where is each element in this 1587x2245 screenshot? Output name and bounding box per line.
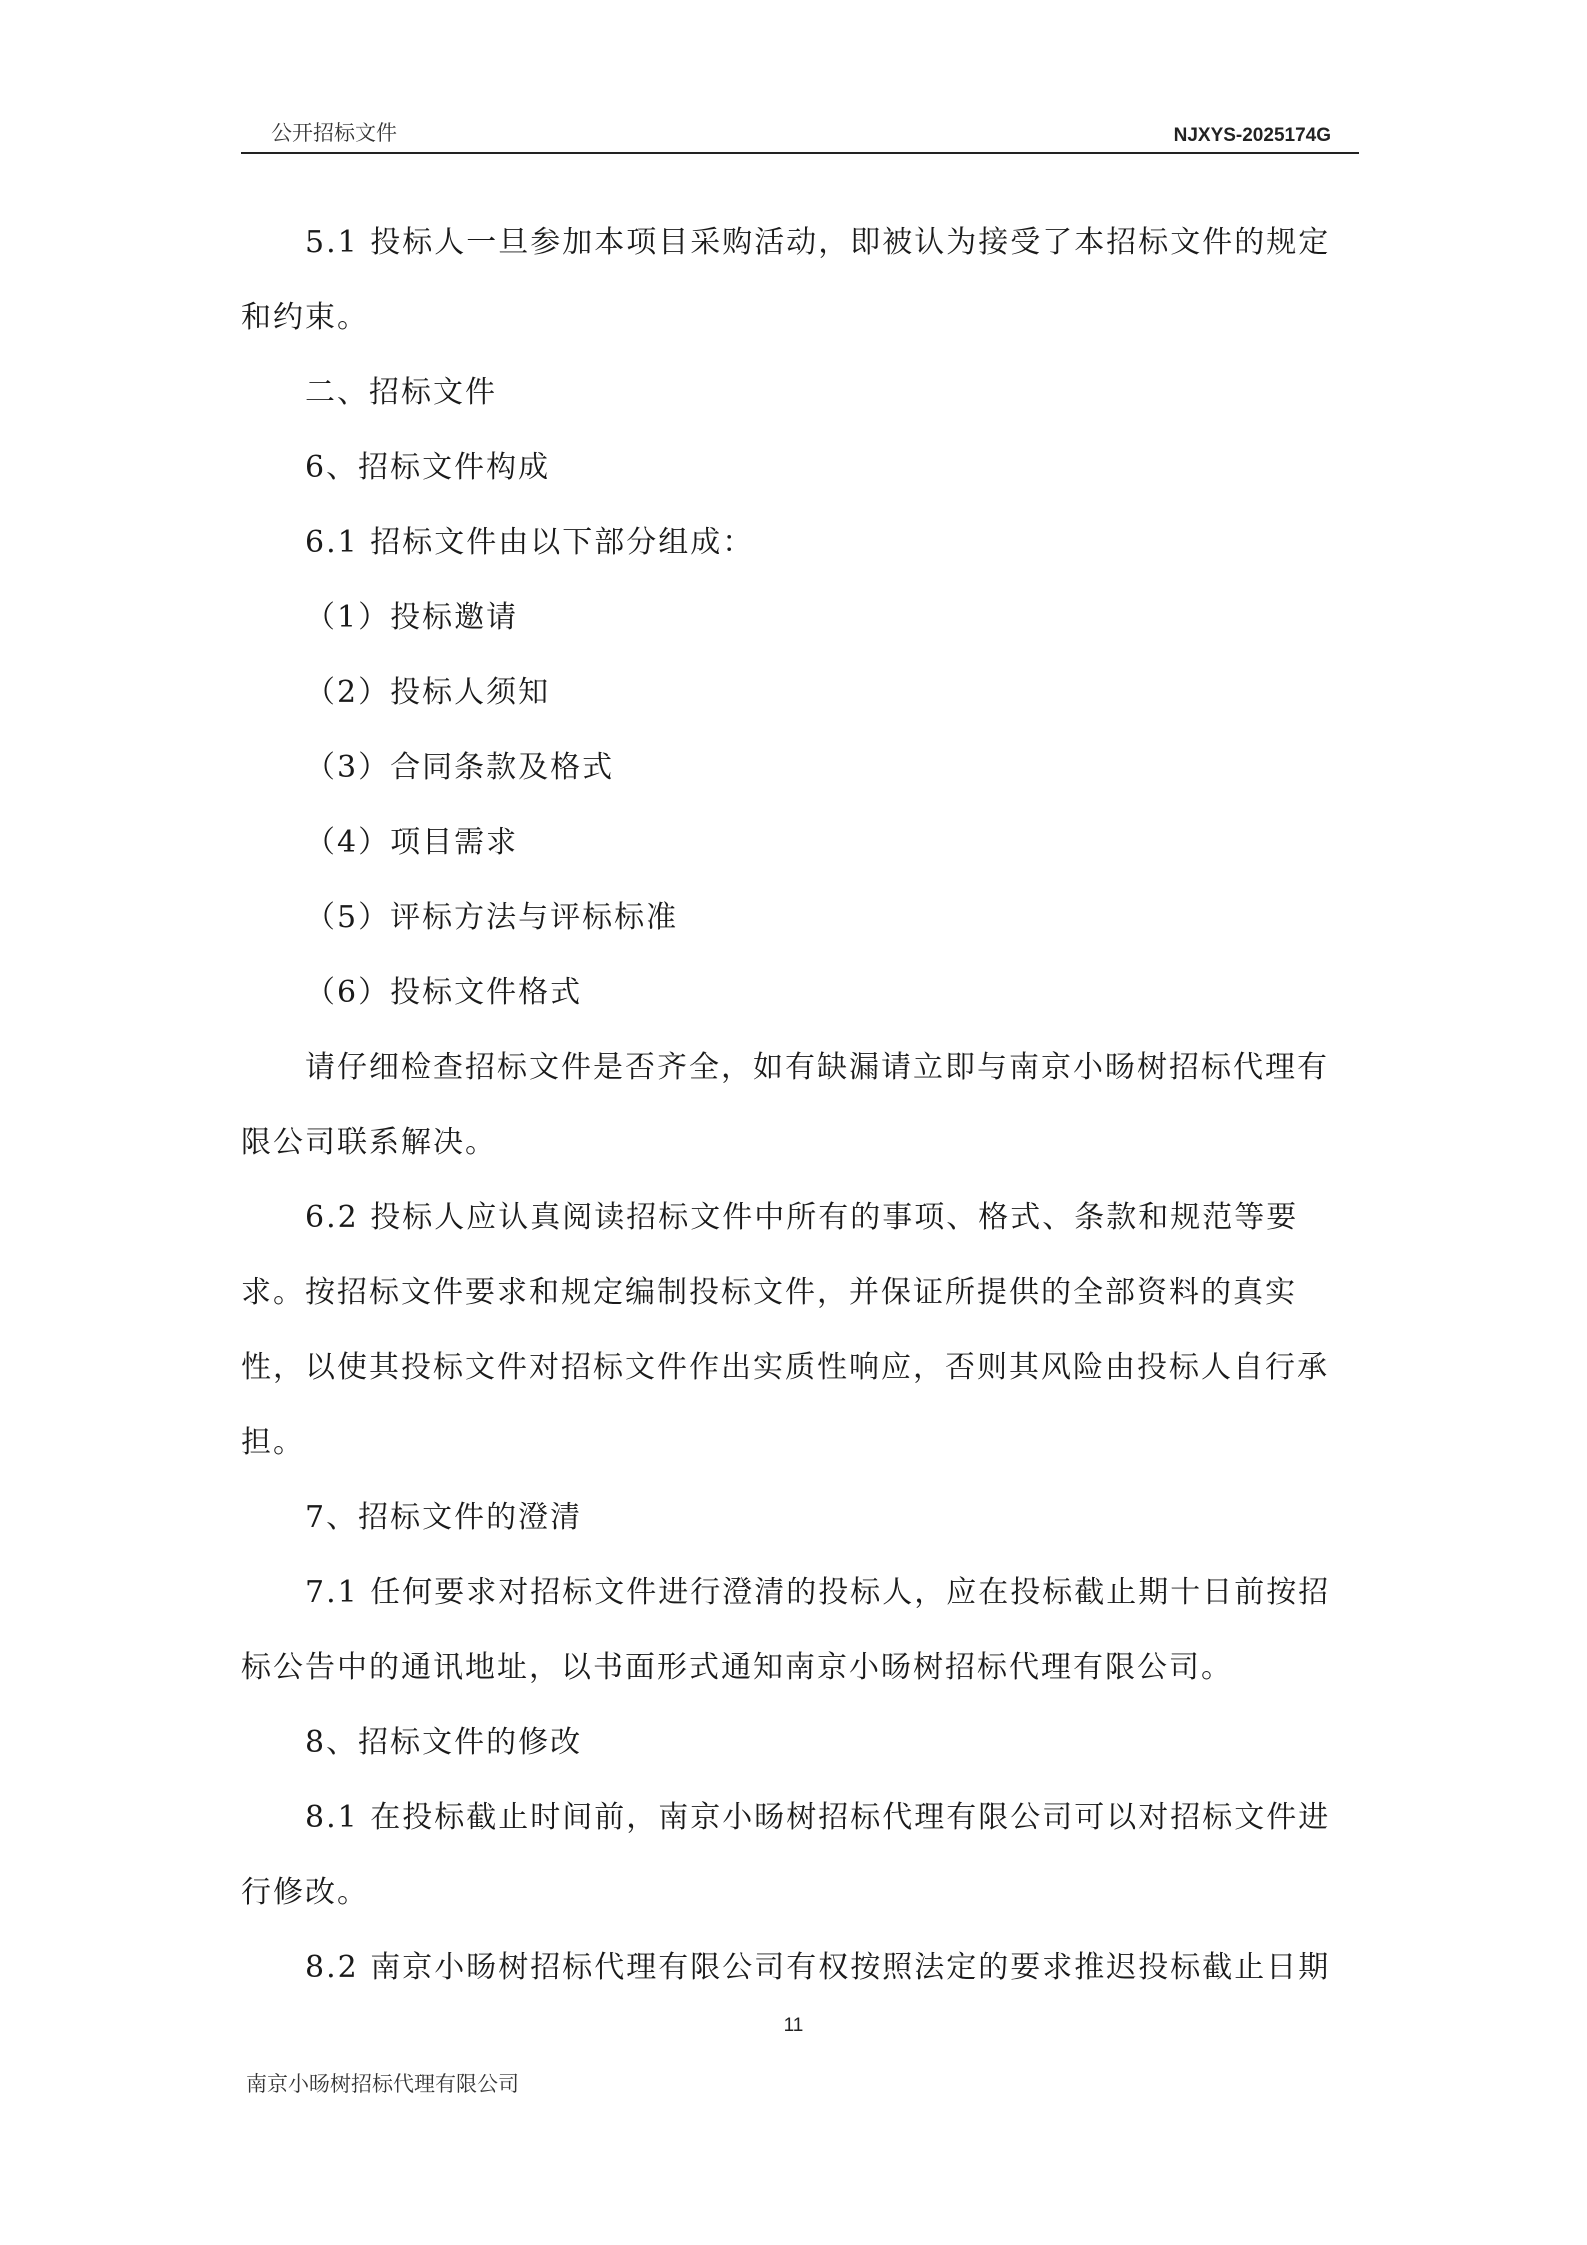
list-item: （5）评标方法与评标标准 [305, 900, 679, 935]
paragraph-line: 担。 [241, 1425, 305, 1460]
section-heading: 二、招标文件 [305, 375, 497, 410]
paragraph-line: 6.2 投标人应认真阅读招标文件中所有的事项、格式、条款和规范等要 [305, 1200, 1299, 1235]
paragraph-line: 8.2 南京小旸树招标代理有限公司有权按照法定的要求推迟投标截止日期 [305, 1950, 1331, 1985]
list-item: （3）合同条款及格式 [305, 750, 615, 785]
paragraph-line: 5.1 投标人一旦参加本项目采购活动，即被认为接受了本招标文件的规定 [305, 225, 1331, 260]
clause-heading: 6、招标文件构成 [305, 450, 551, 485]
page-number: 11 [783, 2015, 804, 2036]
list-item: （6）投标文件格式 [305, 975, 583, 1010]
paragraph-line: 限公司联系解决。 [241, 1125, 497, 1160]
paragraph-line: 8.1 在投标截止时间前，南京小旸树招标代理有限公司可以对招标文件进 [305, 1800, 1331, 1835]
paragraph-line: 和约束。 [241, 300, 369, 335]
header-document-type: 公开招标文件 [271, 121, 397, 145]
paragraph-line: 求。按招标文件要求和规定编制投标文件，并保证所提供的全部资料的真实 [241, 1275, 1297, 1310]
paragraph-line: 6.1 招标文件由以下部分组成： [305, 525, 755, 560]
paragraph-line: 标公告中的通讯地址，以书面形式通知南京小旸树招标代理有限公司。 [241, 1650, 1233, 1685]
list-item: （2）投标人须知 [305, 675, 551, 710]
list-item: （4）项目需求 [305, 825, 519, 860]
footer-company-name: 南京小旸树招标代理有限公司 [246, 2072, 519, 2096]
page-header [241, 112, 1359, 154]
header-project-code: NJXYS-2025174G [1173, 125, 1331, 146]
document-body [241, 205, 1361, 2005]
paragraph-line: 7.1 任何要求对招标文件进行澄清的投标人，应在投标截止期十日前按招 [305, 1575, 1331, 1610]
list-item: （1）投标邀请 [305, 600, 519, 635]
paragraph-line: 请仔细检查招标文件是否齐全，如有缺漏请立即与南京小旸树招标代理有 [305, 1050, 1329, 1085]
paragraph-line: 行修改。 [241, 1875, 369, 1910]
clause-heading: 7、招标文件的澄清 [305, 1500, 583, 1535]
clause-heading: 8、招标文件的修改 [305, 1725, 583, 1760]
paragraph-line: 性，以使其投标文件对招标文件作出实质性响应，否则其风险由投标人自行承 [241, 1350, 1329, 1385]
